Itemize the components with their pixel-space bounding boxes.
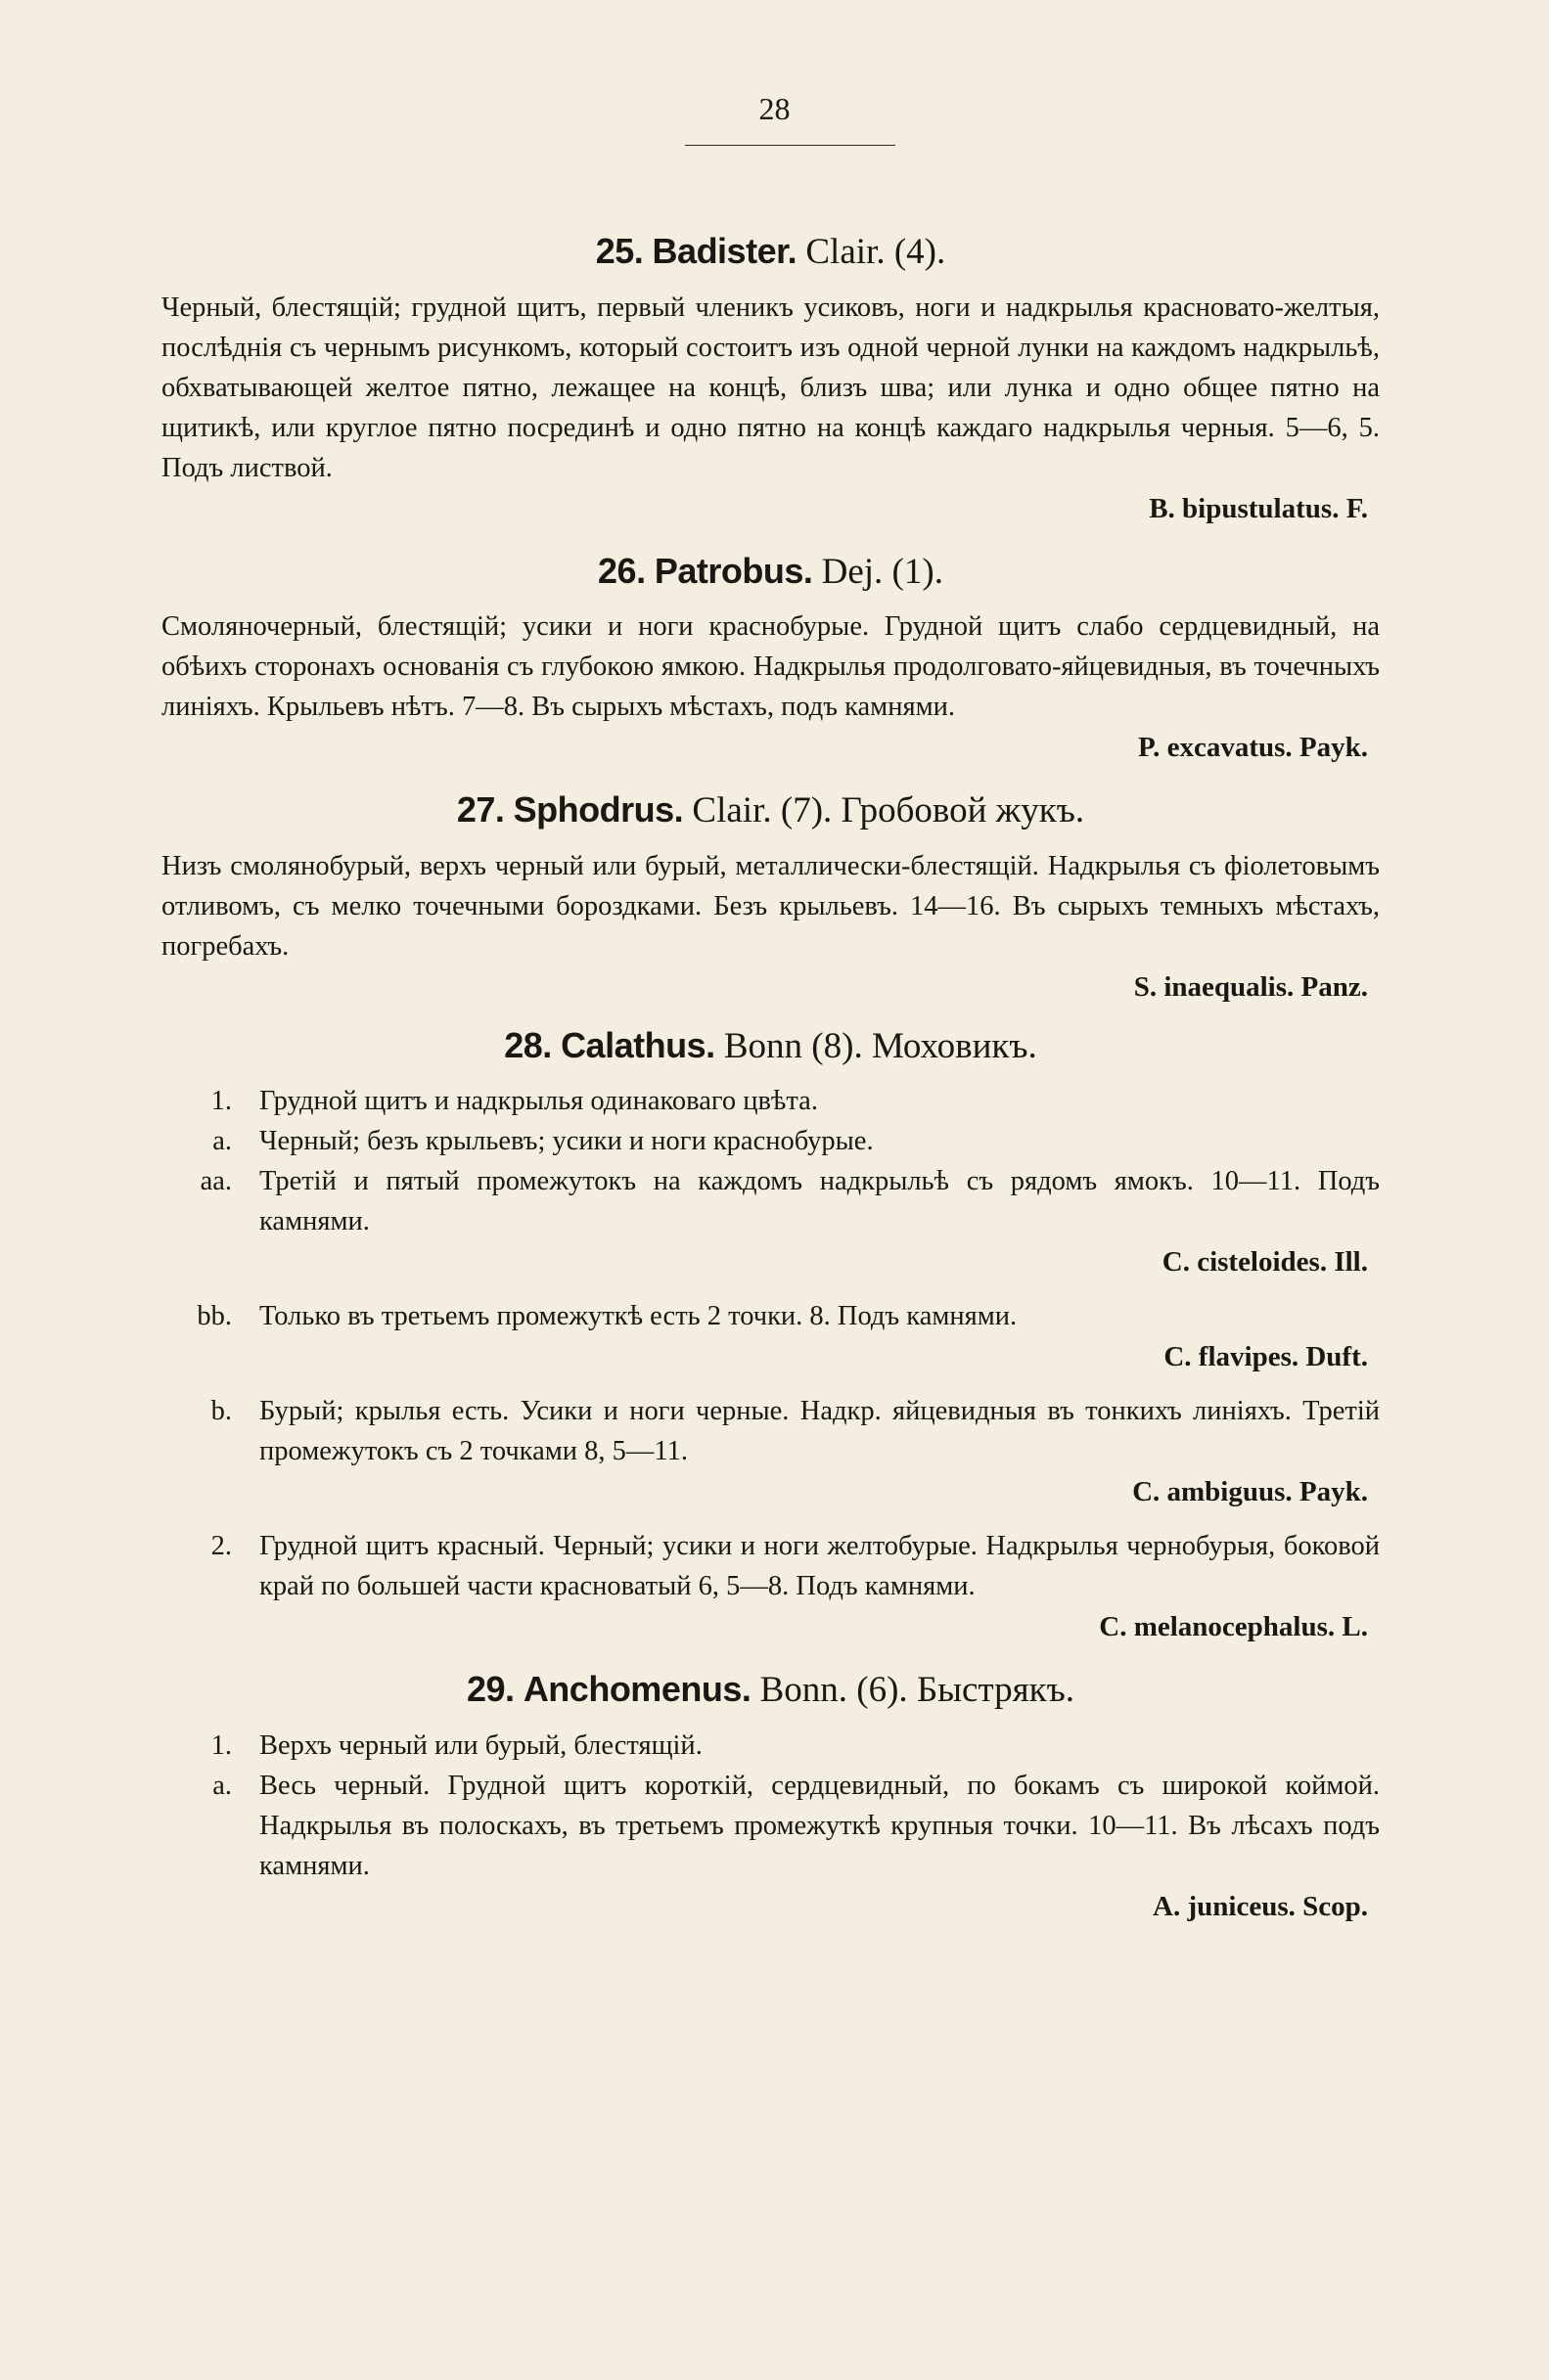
genus-author: Dej.	[821, 551, 884, 592]
key-item	[161, 1296, 1380, 1377]
genus-name: Calathus.	[561, 1024, 715, 1065]
genus-heading	[161, 551, 1380, 594]
genus-section-patrobus	[161, 551, 1380, 769]
genus-number: 25.	[595, 231, 644, 271]
genus-section-sphodrus	[161, 789, 1380, 1008]
key-item	[161, 1766, 1380, 1927]
key-text: Грудной щитъ красный. Черный; усики и ноги желтобурые. Надкрылья чернобурыя, боковой край по большей части красноватый 6, 5—8. Подъ камнями.	[259, 1531, 1380, 1602]
key-item	[161, 1391, 1380, 1512]
key-label: 1.	[210, 1729, 232, 1761]
page-number-rule	[685, 145, 895, 146]
key-text: Грудной щитъ и надкрылья одинаковаго цвѣта.	[259, 1086, 818, 1117]
key-label: a.	[212, 1126, 232, 1157]
key-label: 2.	[210, 1531, 232, 1562]
genus-heading	[161, 1025, 1380, 1068]
genus-author: Bonn.	[759, 1670, 848, 1711]
species-name: C. ambiguus. Payk.	[1132, 1476, 1368, 1508]
genus-description: Низъ смолянобурый, верхъ черный или бурый, металлически-блестящій. Надкрылья съ фіолетовымъ отливомъ, съ мелко точечными бороздками. Безъ крыльевъ. 14—16. Въ сырыхъ темныхъ мѣстахъ, погребахъ.	[161, 850, 1380, 962]
species-name: P. excavatus. Payk.	[1138, 732, 1368, 764]
key-label: a.	[212, 1770, 232, 1801]
key-list	[161, 1726, 1380, 1927]
species-name: C. melanocephalus. L.	[1099, 1611, 1368, 1643]
genus-heading	[161, 231, 1380, 274]
key-text: Черный; безъ крыльевъ; усики и ноги краснобурые.	[259, 1126, 874, 1157]
species-count: (6).	[856, 1670, 908, 1711]
genus-description: Смоляночерный, блестящій; усики и ноги краснобурые. Грудной щитъ слабо сердцевидный, на обѣихъ сторонахъ основанія съ глубокою ямкою. Надкрылья продолговато-яйцевидныя, въ точечныхъ линіяхъ. Крыльевъ нѣтъ. 7—8. Въ сырыхъ мѣстахъ, подъ камнями.	[161, 611, 1380, 723]
common-name: Быстрякъ.	[916, 1670, 1074, 1711]
genus-author: Clair.	[692, 790, 772, 831]
key-text: Третій и пятый промежутокъ на каждомъ надкрыльѣ съ рядомъ ямокъ. 10—11. Подъ камнями.	[259, 1166, 1380, 1237]
key-text: Весь черный. Грудной щитъ короткій, сердцевидный, по бокамъ съ широкой коймой. Надкрылья въ полоскахъ, въ третьемъ промежуткѣ крупныя точки. 10—11. Въ лѣсахъ подъ камнями.	[259, 1770, 1380, 1881]
key-label: aa.	[200, 1166, 232, 1197]
species-name: B. bipustulatus. F.	[1149, 492, 1368, 524]
species-name: S. inaequalis. Panz.	[1133, 970, 1368, 1003]
species-count: (8).	[811, 1025, 863, 1066]
page-content	[161, 231, 1380, 1927]
key-item	[161, 1121, 1380, 1161]
genus-author: Bonn	[723, 1025, 803, 1066]
common-name: Моховикъ.	[871, 1025, 1037, 1066]
genus-heading	[161, 1669, 1380, 1712]
genus-description: Черный, блестящій; грудной щитъ, первый членикъ усиковъ, ноги и надкрылья красновато-желтыя, послѣднія съ чернымъ рисункомъ, который состоитъ изъ одной черной лунки на каждомъ надкрыльѣ, обхватывающей желтое пятно, лежащее на концѣ, близъ шва; или лунка и одно общее пятно на щитикѣ, или круглое пятно посрединѣ и одно пятно на концѣ каждаго надкрылья черныя. 5—6, 5. Подъ листвой.	[161, 292, 1380, 483]
genus-section-calathus	[161, 1025, 1380, 1648]
key-label: bb.	[197, 1301, 232, 1332]
species-name: C. cisteloides. Ill.	[1162, 1246, 1368, 1279]
key-text: Бурый; крылья есть. Усики и ноги черные. Надкр. яйцевидныя въ тонкихъ линіяхъ. Третій промежутокъ съ 2 точками 8, 5—11.	[259, 1396, 1380, 1467]
common-name: Гробовой жукъ.	[841, 790, 1085, 831]
key-text: Верхъ черный или бурый, блестящій.	[259, 1729, 703, 1761]
genus-number: 27.	[456, 789, 505, 831]
genus-name: Badister.	[652, 231, 797, 271]
genus-number: 26.	[598, 550, 646, 591]
species-name: C. flavipes. Duft.	[1163, 1341, 1368, 1373]
key-item	[161, 1526, 1380, 1647]
genus-heading	[161, 789, 1380, 832]
species-count: (7).	[780, 790, 833, 831]
key-label: b.	[210, 1396, 232, 1427]
key-item	[161, 1081, 1380, 1121]
species-count: (1).	[891, 551, 943, 592]
genus-name: Patrobus.	[654, 550, 813, 591]
genus-name: Sphodrus.	[513, 789, 684, 831]
key-text: Только въ третьемъ промежуткѣ есть 2 точки. 8. Подъ камнями.	[259, 1301, 1018, 1332]
key-item	[161, 1726, 1380, 1766]
genus-name: Anchomenus.	[523, 1669, 752, 1710]
species-name: A. juniceus. Scop.	[1153, 1890, 1368, 1922]
page-number: 28	[758, 91, 791, 126]
genus-section-badister	[161, 231, 1380, 529]
species-count: (4).	[893, 232, 946, 272]
key-list	[161, 1081, 1380, 1647]
key-item	[161, 1161, 1380, 1282]
genus-number: 28.	[504, 1024, 552, 1065]
genus-number: 29.	[467, 1669, 515, 1710]
genus-section-anchomenus	[161, 1669, 1380, 1927]
key-label: 1.	[210, 1086, 232, 1117]
genus-author: Clair.	[805, 232, 886, 272]
